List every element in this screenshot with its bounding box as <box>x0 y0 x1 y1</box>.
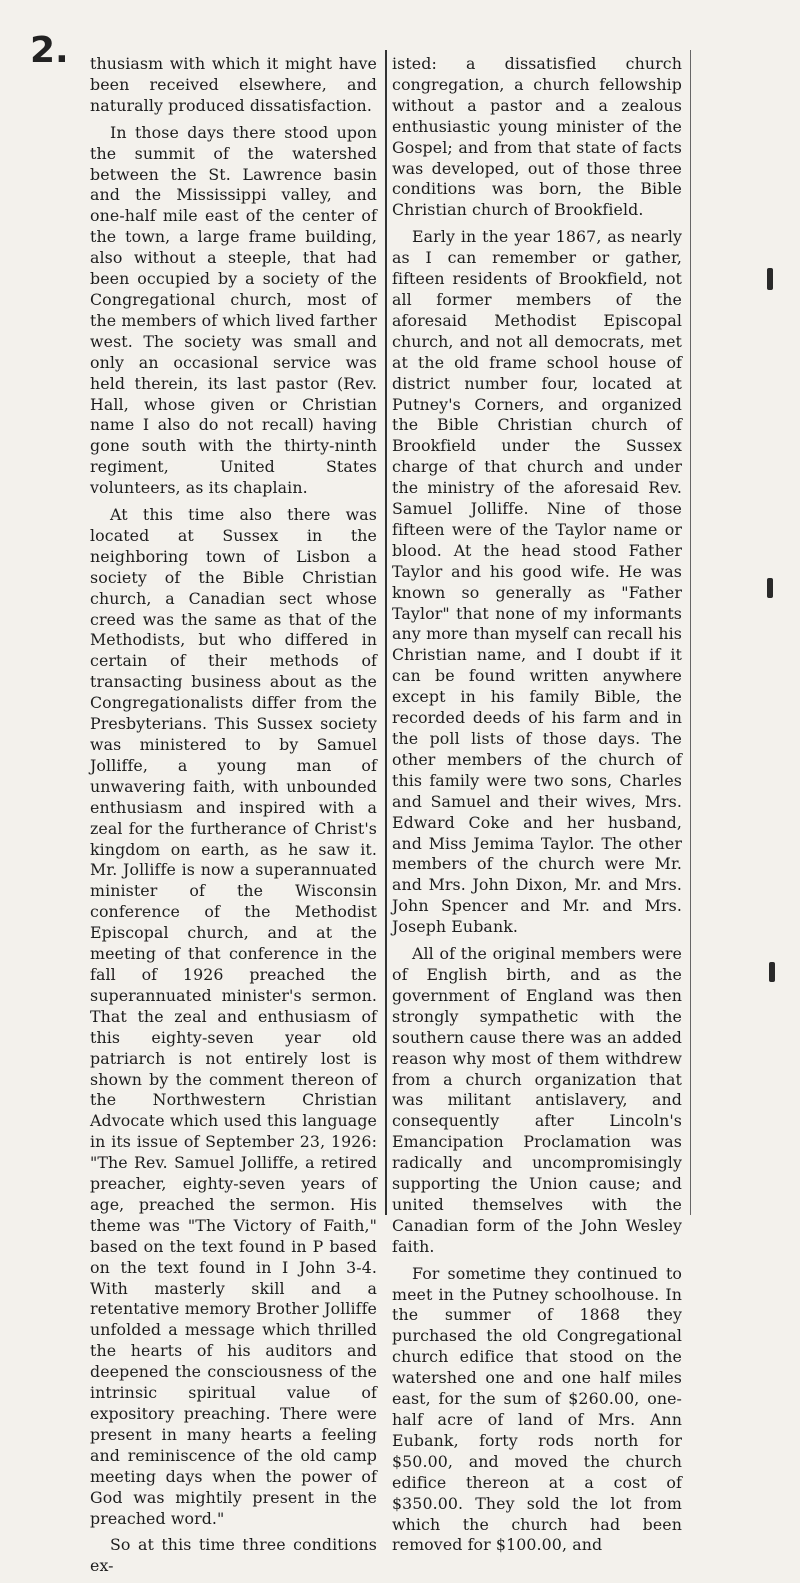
margin-mark <box>767 268 773 290</box>
paragraph: thusiasm with which it might have been received elsewhere, and naturally produced dissatisfaction. <box>90 54 377 115</box>
paragraph: Early in the year 1867, as nearly as I can remember or gather, fifteen residents of Brookfield, not all former members of the aforesaid Methodist Episcopal church, and not all democrats, met at the old frame school house of district number four, located at Putney's Corners, and organized the Bible Christian church of Brookfield under the Sussex charge of that church and under the ministry of the aforesaid Rev. Samuel Jolliffe. Nine of those fifteen were of the Taylor name or blood. At the head stood Father Taylor and his good wife. He was known so generally as "Father Taylor" that none of my informants any more than myself can recall his Christian name, and I doubt if it can be found written anywhere except in his family Bible, the recorded deeds of his farm and in the poll lists of those days. The other members of the church of this family were two sons, Charles and Samuel and their wives, Mrs. Edward Coke and her husband, and Miss Jemima Taylor. The other members of the church were Mr. and Mrs. John Dixon, Mr. and Mrs. John Spencer and Mr. and Mrs. Joseph Eubank. <box>392 227 682 937</box>
column-divider <box>385 50 387 1215</box>
paragraph: For sometime they continued to meet in the Putney schoolhouse. In the summer of 1868 they purchased the old Congregational church edifice that stood on the watershed one and one half miles east, for the sum of $260.00, one-half acre of land of Mrs. Ann Eubank, forty rods north for $50.00, and moved the church edifice thereon at a cost of $350.00. They sold the lot from which the church had been removed for $100.00, and <box>392 1263 682 1555</box>
left-column <box>90 54 377 1583</box>
right-edge-rule <box>690 50 691 1215</box>
paragraph: So at this time three conditions ex- <box>90 1535 377 1576</box>
page-number: 2. <box>30 30 69 71</box>
right-column <box>392 54 682 1562</box>
paragraph: All of the original members were of English birth, and as the government of England was then strongly sympathetic with the southern cause there was an added reason why most of them withdrew from a church organization that was militant antislavery, and consequently after Lincoln's Emancipation Proclamation was radically and uncompromisingly supporting the Union cause; and united themselves with the Canadian form of the John Wesley faith. <box>392 944 682 1256</box>
margin-mark <box>769 962 775 982</box>
paragraph: In those days there stood upon the summit of the watershed between the St. Lawrence basin and the Mississippi valley, and one-half mile east of the center of the town, a large frame building, also without a steeple, that had been occupied by a society of the Congregational church, most of the members of which lived farther west. The society was small and only an occasional service was held therein, its last pastor (Rev. Hall, whose given or Christian name I also do not recall) having gone south with the thirty-ninth regiment, United States volunteers, as its chaplain. <box>90 122 377 498</box>
margin-mark <box>767 578 773 598</box>
paragraph: isted: a dissatisfied church congregation, a church fellowship without a pastor and a zealous enthusiastic young minister of the Gospel; and from that state of facts was developed, out of those three conditions was born, the Bible Christian church of Brookfield. <box>392 54 682 220</box>
paragraph: At this time also there was located at Sussex in the neighboring town of Lisbon a society of the Bible Christian church, a Canadian sect whose creed was the same as that of the Methodists, but who differed in certain of their methods of transacting business about as the Congregationalists differ from the Presbyterians. This Sussex society was ministered to by Samuel Jolliffe, a young man of unwavering faith, with unbounded enthusiasm and inspired with a zeal for the furtherance of Christ's kingdom on earth, as he saw it. Mr. Jolliffe is now a superannuated minister of the Wisconsin conference of the Methodist Episcopal church, and at the meeting of that conference in the fall of 1926 preached the superannuated minister's sermon. That the zeal and enthusiasm of this eighty-seven year old patriarch is not entirely lost is shown by the comment thereon of the Northwestern Christian Advocate which used this language in its issue of September 23, 1926: "The Rev. Samuel Jolliffe, a retired preacher, eighty-seven years of age, preached the sermon. His theme was "The Victory of Faith," based on the text found in P based on the text found in I John 3-4. With masterly skill and a retentative memory Brother Jolliffe unfolded a message which thrilled the hearts of his auditors and deepened the consciousness of the intrinsic spiritual value of expository preaching. There were present in many hearts a feeling and reminiscence of the old camp meeting days when the power of God was mightily present in the preached word." <box>90 505 377 1528</box>
